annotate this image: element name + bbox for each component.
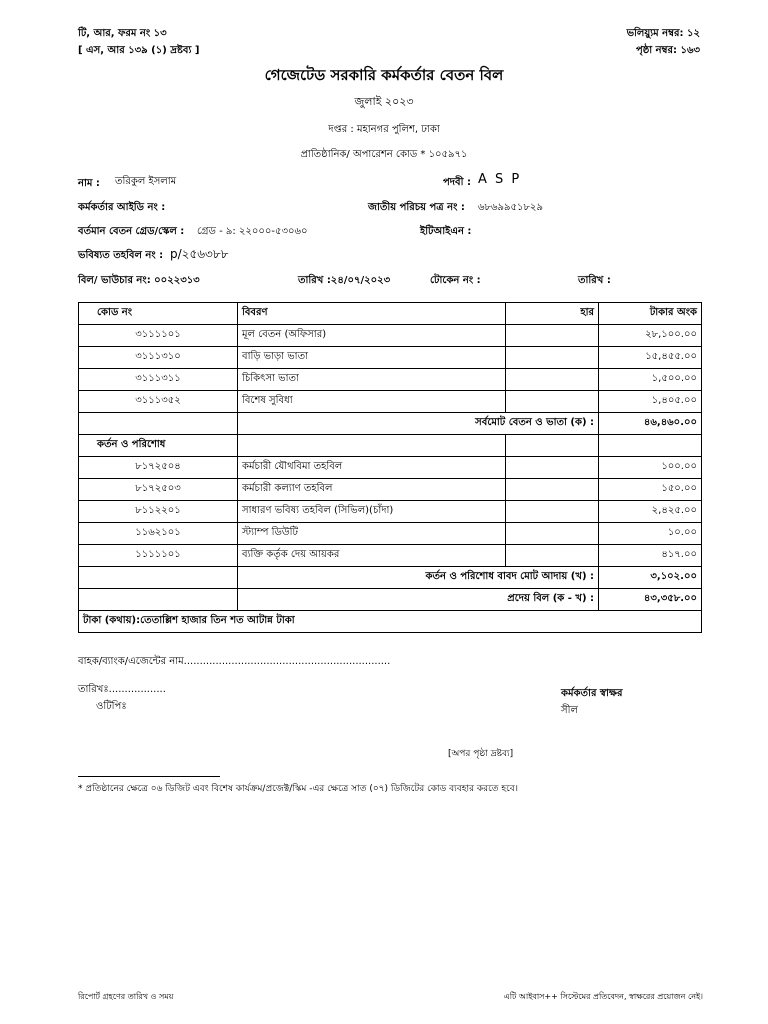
row-description: সাধারণ ভবিষ্য তহবিল (সিভিল)(চাঁদা) xyxy=(238,501,506,523)
bill-title: গেজেটেড সরকারি কর্মকর্তার বেতন বিল xyxy=(264,66,504,84)
row-amount: ১০০.০০ xyxy=(599,457,702,479)
seal-label: সীল xyxy=(561,705,578,716)
row-code: ৮১৭২৫০৩ xyxy=(79,479,238,501)
row-rate xyxy=(506,325,599,347)
amount-in-words: টাকা (কথায়):তেতাল্লিশ হাজার তিন শত আটান্ন টাকা xyxy=(79,611,702,633)
officer-name: তরিকুল ইসলাম xyxy=(115,176,177,187)
receipt-date-line: তারিখঃ.................. xyxy=(78,684,166,695)
table-row xyxy=(79,457,702,479)
row-description: কর্মচারী যৌথবিমা তহবিল xyxy=(238,457,506,479)
row-code: ৩১১১১০১ xyxy=(79,325,238,347)
office-name: দপ্তর : মহানগর পুলিশ, ঢাকা xyxy=(328,124,440,135)
row-amount xyxy=(599,435,702,457)
institution-code: প্রাতিষ্ঠানিক/ অপারেশন কোড * ১০৫৯৭১ xyxy=(300,149,468,160)
row-code: ১১১১১০১ xyxy=(79,545,238,567)
row-code: ১১৬২১০১ xyxy=(79,523,238,545)
footnote-text: * প্রতিষ্ঠানের ক্ষেত্রে ০৬ ডিজিট এবং বিশেষ কার্যক্রম/প্রজেক্ট/স্কিম -এর ক্ষেত্রে সাত (০৭) ডিজিটের কোড ব্যবহার করতে হবে। xyxy=(78,784,518,794)
net-payable-amount: ৪৩,৩৫৮.০০ xyxy=(599,589,702,611)
table-row xyxy=(79,325,702,347)
row-amount: ১৫,৪৫৫.০০ xyxy=(599,347,702,369)
deductions-total-label: কর্তন ও পরিশোধ বাবদ মোট আদায় (খ) : xyxy=(238,567,599,589)
row-rate xyxy=(506,545,599,567)
deductions-total-row xyxy=(79,567,702,589)
row-code xyxy=(79,567,238,589)
net-payable-row xyxy=(79,589,702,611)
bill-table xyxy=(78,302,702,633)
gpf-label: ভবিষ্যত তহবিল নং : xyxy=(78,250,164,261)
row-amount: ১,৫০০.০০ xyxy=(599,369,702,391)
deduction-heading-row xyxy=(79,435,702,457)
row-code: ৩১১১৩৫২ xyxy=(79,391,238,413)
bill-date: তারিখ :২৪/০৭/২০২৩ xyxy=(298,275,391,286)
row-description: চিকিৎসা ভাতা xyxy=(238,369,506,391)
row-description: ব্যক্তি কর্তৃক দেয় আয়কর xyxy=(238,545,506,567)
rule-reference: [ এস, আর ১৩৯ (১) দ্রষ্টব্য ] xyxy=(78,45,200,56)
row-description: স্ট্যাম্প ডিউটি xyxy=(238,523,506,545)
table-row xyxy=(79,391,702,413)
designation-value: A S P xyxy=(478,172,522,187)
row-description: বিশেষ সুবিধা xyxy=(238,391,506,413)
row-rate xyxy=(506,501,599,523)
row-code: ৩১১১৩১১ xyxy=(79,369,238,391)
bill-month: জুলাই ২০২৩ xyxy=(354,95,414,108)
row-amount: ১,৪০৫.০০ xyxy=(599,391,702,413)
table-row xyxy=(79,501,702,523)
column-header-amount: টাকার অংক xyxy=(599,303,702,325)
amount-in-words-row xyxy=(79,611,702,633)
bearer-name-line: বাহক/ব্যাংক/এজেন্টের নাম................................................................. xyxy=(78,656,391,667)
earnings-total-amount: ৪৬,৪৬০.০০ xyxy=(599,413,702,435)
footnote-divider xyxy=(78,776,220,777)
row-description xyxy=(238,435,506,457)
row-description: কর্মচারী কল্যাণ তহবিল xyxy=(238,479,506,501)
table-row xyxy=(79,523,702,545)
row-amount: ১৫০.০০ xyxy=(599,479,702,501)
row-rate xyxy=(506,435,599,457)
table-row xyxy=(79,347,702,369)
column-header-code: কোড নং xyxy=(79,303,238,325)
token-date-label: তারিখ : xyxy=(578,275,611,286)
row-amount: ১০.০০ xyxy=(599,523,702,545)
row-description: বাড়ি ভাড়া ভাতা xyxy=(238,347,506,369)
form-number: টি, আর, ফরম নং ১৩ xyxy=(78,28,167,39)
officer-signature-label: কর্মকর্তার স্বাক্ষর xyxy=(561,688,623,699)
nid-value: ৬৮৬৯৯৫১৮২৯ xyxy=(478,202,543,213)
row-amount: ২৮,১০০.০০ xyxy=(599,325,702,347)
pay-grade-value: গ্রেড - ৯: ২২০০০-৫৩০৬০ xyxy=(197,226,308,237)
row-code xyxy=(79,413,238,435)
table-row xyxy=(79,479,702,501)
row-amount: ৪১৭.০০ xyxy=(599,545,702,567)
column-header-rate: হার xyxy=(506,303,599,325)
row-description: মূল বেতন (অফিসার) xyxy=(238,325,506,347)
system-report-note: এটি আইবাস++ সিস্টেমের প্রতিবেদন, স্বাক্ষরের প্রয়োজন নেই। xyxy=(503,992,703,1001)
row-rate xyxy=(506,391,599,413)
row-code: ৩১১১৩১০ xyxy=(79,347,238,369)
row-rate xyxy=(506,369,599,391)
officer-id-label: কর্মকর্তার আইডি নং : xyxy=(78,202,166,213)
row-rate xyxy=(506,479,599,501)
voucher-number: বিল/ ভাউচার নং: ০০২২৩১৩ xyxy=(78,275,200,286)
page-number: পৃষ্ঠা নম্বর: ১৬৩ xyxy=(635,45,700,56)
row-amount: ২,৪২৫.০০ xyxy=(599,501,702,523)
net-payable-label: প্রদেয় বিল (ক - খ) : xyxy=(238,589,599,611)
table-row xyxy=(79,545,702,567)
see-overleaf-note: [অপর পৃষ্ঠা দ্রষ্টব্য] xyxy=(448,749,514,759)
row-code: ৮১৭২৫০৪ xyxy=(79,457,238,479)
earnings-total-row xyxy=(79,413,702,435)
row-code: ৮১১২২০১ xyxy=(79,501,238,523)
row-code xyxy=(79,589,238,611)
designation-label: পদবী : xyxy=(443,177,471,188)
row-rate xyxy=(506,347,599,369)
gpf-value: p/২৫৬৩৮৮ xyxy=(170,247,229,261)
nid-label: জাতীয় পরিচয় পত্র নং : xyxy=(368,202,465,213)
column-header-description: বিবরণ xyxy=(238,303,506,325)
volume-number: ভলিয়্যুম নম্বর: ১২ xyxy=(626,28,700,39)
token-label: টোকেন নং : xyxy=(430,275,481,286)
tin-label: ইটিআইএন : xyxy=(420,226,472,237)
name-label: নাম : xyxy=(78,178,100,189)
row-rate xyxy=(506,523,599,545)
deduction-heading: কর্তন ও পরিশোধ xyxy=(79,435,238,457)
table-header-row xyxy=(79,303,702,325)
report-time-label: রিপোর্ট গ্রহণের তারিখ ও সময় xyxy=(78,992,174,1001)
earnings-total-label: সর্বমোট বেতন ও ভাতা (ক) : xyxy=(238,413,599,435)
table-row xyxy=(79,369,702,391)
deductions-total-amount: ৩,১০২.০০ xyxy=(599,567,702,589)
otp-label: ওটিপিঃ xyxy=(96,701,127,712)
row-rate xyxy=(506,457,599,479)
pay-grade-label: বর্তমান বেতন গ্রেড/স্কেল : xyxy=(78,226,185,237)
